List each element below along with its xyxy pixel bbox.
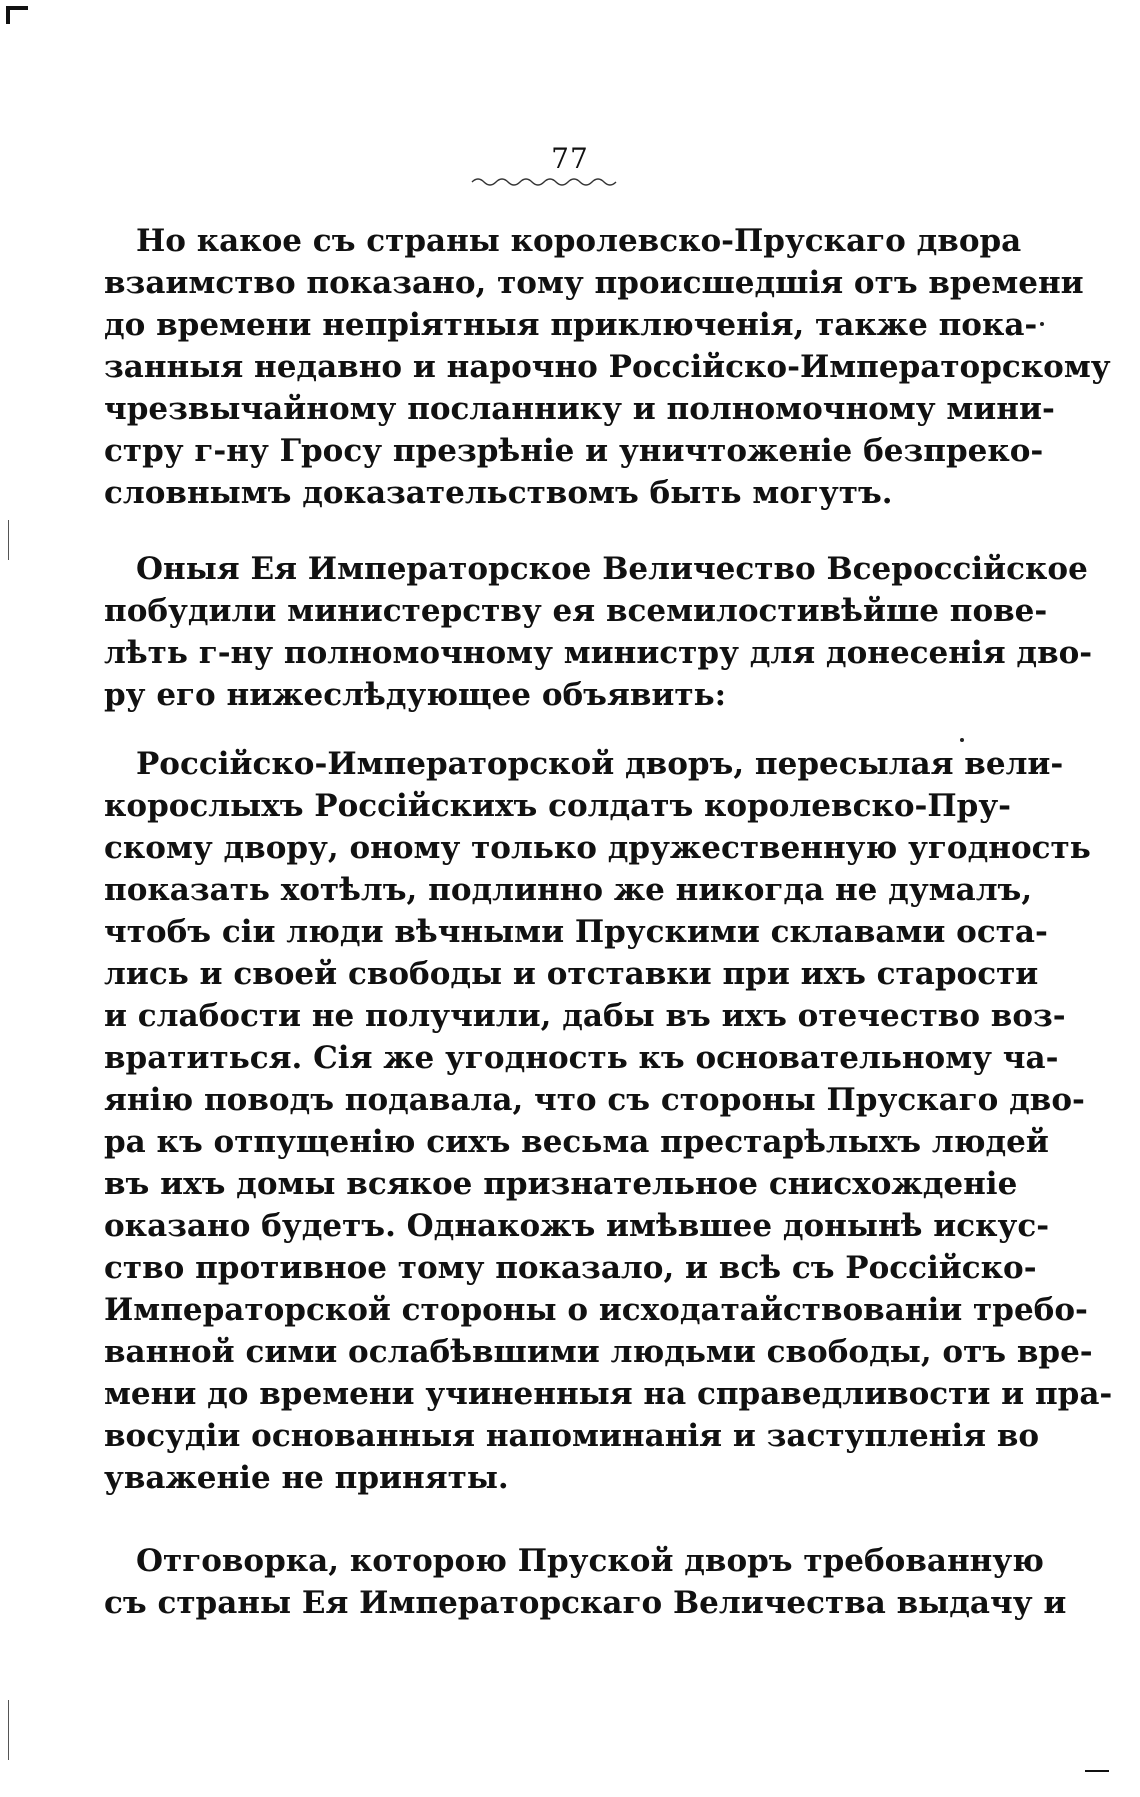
margin-speck <box>1040 322 1044 326</box>
paragraph-3 <box>104 743 1113 1499</box>
text-line: побудили министерству ея всемилостивѣйше пове- <box>104 593 1048 629</box>
text-line: восудіи основанныя напоминанія и заступленія во <box>104 1418 1040 1454</box>
margin-rule <box>8 520 9 560</box>
text-line: мени до времени учиненныя на справедливости и пра- <box>104 1376 1113 1412</box>
ornament-divider-icon <box>470 176 620 188</box>
text-line: взаимство показано, тому происшедшія отъ времени <box>104 265 1084 301</box>
text-line: Отговорка, которою Пруской дворъ требованную <box>136 1543 1044 1579</box>
margin-rule <box>8 1700 9 1760</box>
paragraph-4 <box>104 1540 1067 1624</box>
margin-speck <box>960 738 964 742</box>
text-line: корослыхъ Россійскихъ солдатъ королевско-Пру- <box>104 788 1012 824</box>
text-line: лѣть г-ну полномочному министру для донесенія дво- <box>104 635 1093 671</box>
text-line: ру его нижеслѣдующее объявить: <box>104 677 727 713</box>
text-line: ра къ отпущенію сихъ весьма престарѣлыхъ людей <box>104 1124 1049 1160</box>
corner-crop-mark <box>6 6 28 24</box>
text-line: и слабости не получили, дабы въ ихъ отечество воз- <box>104 998 1066 1034</box>
text-line: съ страны Ея Императорскаго Величества выдачу и <box>104 1585 1067 1621</box>
text-line: занныя недавно и нарочно Россійско-Императорскому <box>104 349 1111 385</box>
text-line: Императорской стороны о исходатайствованіи требо- <box>104 1292 1088 1328</box>
text-line: лись и своей свободы и отставки при ихъ старости <box>104 956 1039 992</box>
margin-dash <box>1085 1770 1109 1772</box>
text-line: Оныя Ея Императорское Величество Всероссійское <box>136 551 1088 587</box>
page-number: 77 <box>551 142 589 175</box>
text-line: Россійско-Императорской дворъ, пересылая вели- <box>136 746 1064 782</box>
text-line: чрезвычайному посланнику и полномочному мини- <box>104 391 1055 427</box>
text-line: ство противное тому показало, и всѣ съ Россійско- <box>104 1250 1037 1286</box>
text-line: до времени непріятныя приключенія, также пока- <box>104 307 1038 343</box>
text-line: словнымъ доказательствомъ быть могутъ. <box>104 475 893 511</box>
text-line: оказано будетъ. Однакожъ имѣвшее донынѣ искус- <box>104 1208 1050 1244</box>
text-line: вратиться. Сія же угодность къ основательному ча- <box>104 1040 1059 1076</box>
text-line: уваженіе не приняты. <box>104 1460 509 1496</box>
text-line: Но какое съ страны королевско-Прускаго двора <box>136 223 1022 259</box>
text-line: стру г-ну Гросу презрѣніе и уничтоженіе безпреко- <box>104 433 1044 469</box>
text-line: янію поводъ подавала, что съ стороны Прускаго дво- <box>104 1082 1085 1118</box>
paragraph-1 <box>104 220 1111 514</box>
paragraph-2 <box>104 548 1093 716</box>
text-line: показать хотѣлъ, подлинно же никогда не думалъ, <box>104 872 1033 908</box>
text-line: ванной сими ослабѣвшими людьми свободы, отъ вре- <box>104 1334 1093 1370</box>
text-line: чтобъ сіи люди вѣчными Прускими склавами оста- <box>104 914 1048 950</box>
text-line: скому двору, оному только дружественную угодность <box>104 830 1091 866</box>
text-line: въ ихъ домы всякое признательное снисхожденіе <box>104 1166 1018 1202</box>
